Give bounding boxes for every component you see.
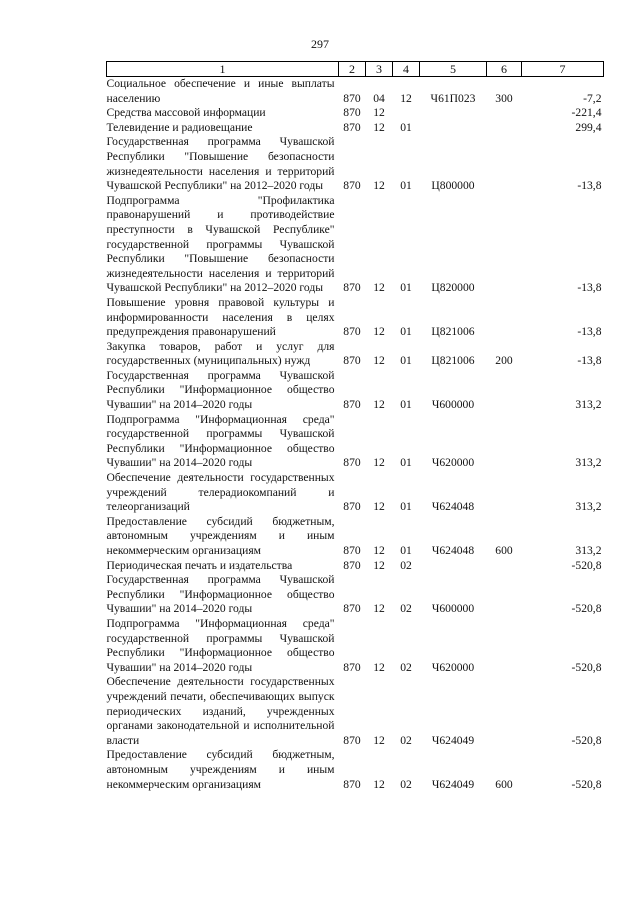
subsection-code-cell: 01: [400, 281, 412, 295]
row-name-cell: Государственная программа Чувашской Республики "Повышение безопасности жизнедеятельности населения и территорий Чувашской Республики" на 2012–2020 годы: [106, 135, 335, 193]
amount-cell: -221,4: [571, 106, 602, 120]
table-row: [107, 515, 604, 559]
target-article-cell: Ч624049: [431, 733, 475, 747]
ministry-code-cell: 870: [343, 733, 361, 747]
table-row: [107, 413, 604, 471]
ministry-code-cell: 870: [343, 325, 361, 339]
section-code-cell: 12: [373, 106, 385, 120]
ministry-code-cell: 870: [343, 500, 361, 514]
section-code-cell: 12: [373, 179, 385, 193]
row-name-cell: Обеспечение деятельности государственных учреждений телерадиокомпаний и телеорганизаций: [106, 471, 335, 514]
table-row: [107, 617, 604, 675]
amount-cell: 313,2: [575, 398, 602, 412]
column-header-5: 5: [420, 62, 487, 77]
section-code-cell: 12: [373, 660, 385, 674]
table-row: [107, 106, 604, 121]
section-code-cell: 12: [373, 398, 385, 412]
expense-type-cell: [487, 106, 522, 121]
ministry-code-cell: 870: [343, 558, 361, 572]
table-row: [107, 573, 604, 617]
target-article-cell: Ч620000: [431, 660, 475, 674]
amount-cell: 313,2: [575, 456, 602, 470]
ministry-code-cell: 870: [343, 179, 361, 193]
ministry-code-cell: 870: [343, 777, 361, 791]
target-article-cell: Ц820000: [431, 281, 475, 295]
column-header-3: 3: [366, 62, 393, 77]
ministry-code-cell: 870: [343, 456, 361, 470]
table-row: [107, 675, 604, 748]
target-article-cell: Ч600000: [431, 398, 475, 412]
amount-cell: -520,8: [571, 558, 602, 572]
section-code-cell: 12: [373, 354, 385, 368]
column-header-1: 1: [107, 62, 339, 77]
section-code-cell: 12: [373, 281, 385, 295]
section-code-cell: 12: [373, 544, 385, 557]
expense-type-cell: [487, 135, 522, 193]
amount-cell: -13,8: [577, 179, 602, 193]
amount-cell: -7,2: [583, 91, 602, 105]
target-article-cell: [420, 121, 487, 136]
section-code-cell: 12: [373, 558, 385, 572]
ministry-code-cell: 870: [343, 544, 361, 557]
table-row: [107, 369, 604, 413]
expense-type-cell: [487, 194, 522, 296]
subsection-code-cell: 02: [400, 558, 412, 572]
subsection-code-cell: 01: [400, 500, 412, 514]
ministry-code-cell: 870: [343, 354, 361, 368]
row-name-cell: Государственная программа Чувашской Республики "Информационное общество Чувашии" на 2014–2020 годы: [106, 573, 335, 616]
ministry-code-cell: 870: [343, 281, 361, 295]
amount-cell: -520,8: [571, 602, 602, 616]
amount-cell: -520,8: [571, 777, 602, 791]
subsection-code-cell: 02: [400, 733, 412, 747]
amount-cell: 299,4: [575, 120, 602, 134]
expense-type-cell: [487, 617, 522, 675]
target-article-cell: [420, 106, 487, 121]
section-code-cell: 12: [373, 602, 385, 616]
amount-cell: 313,2: [575, 544, 602, 557]
table-row: [107, 559, 604, 574]
expense-type-cell: 300: [495, 91, 513, 105]
expense-type-cell: [487, 471, 522, 515]
row-name-cell: Повышение уровня правовой культуры и информированности населения в целях предупреждения правонарушений: [106, 295, 335, 339]
subsection-code-cell: 01: [400, 398, 412, 412]
section-code-cell: 12: [373, 120, 385, 134]
column-header-7: 7: [522, 62, 604, 77]
page-number: 297: [311, 37, 329, 51]
ministry-code-cell: 870: [343, 106, 361, 120]
ministry-code-cell: 870: [343, 398, 361, 412]
table-header: [107, 62, 604, 77]
expense-type-cell: [487, 369, 522, 413]
amount-cell: -520,8: [571, 660, 602, 674]
amount-cell: -13,8: [577, 281, 602, 295]
table-row: [107, 121, 604, 136]
row-name-cell: Закупка товаров, работ и услуг для государственных (муниципальных) нужд: [106, 339, 335, 368]
row-name-cell: Социальное обеспечение и иные выплаты населению: [106, 77, 335, 105]
row-name-cell: Подпрограмма "Профилактика правонарушений и противодействие преступности в Чувашской Республике" государственной программы Чувашской Республики "Повышение безопасности жизнедеятельности населения и территорий Чувашской Республики" на 2012–2020 годы: [106, 193, 335, 295]
table-row: [107, 296, 604, 340]
header-row: [107, 62, 604, 77]
ministry-code-cell: 870: [343, 120, 361, 134]
table-row: [107, 471, 604, 515]
row-name-cell: Средства массовой информации: [106, 106, 266, 120]
amount-cell: -13,8: [577, 325, 602, 339]
subsection-code-cell: 01: [400, 120, 412, 134]
target-article-cell: Ч61П023: [430, 91, 476, 105]
column-header-6: 6: [487, 62, 522, 77]
budget-table: [106, 61, 604, 792]
table-row: [107, 748, 604, 792]
table-body: [107, 77, 604, 793]
section-code-cell: 12: [373, 777, 385, 791]
target-article-cell: Ч620000: [431, 456, 475, 470]
expense-type-cell: [487, 675, 522, 748]
row-name-cell: Предоставление субсидий бюджетным, автономным учреждениям и иным некоммерческим организациям: [106, 748, 335, 791]
target-article-cell: Ц800000: [431, 179, 475, 193]
row-name-cell: Подпрограмма "Информационная среда" государственной программы Чувашской Республики "Информационное общество Чувашии" на 2014–2020 годы: [106, 412, 335, 470]
row-name-cell: Подпрограмма "Информационная среда" государственной программы Чувашской Республики "Информационное общество Чувашии" на 2014–2020 годы: [106, 616, 335, 674]
column-header-2: 2: [339, 62, 366, 77]
subsection-code-cell: 01: [400, 325, 412, 339]
subsection-code-cell: 01: [400, 456, 412, 470]
target-article-cell: Ч624048: [431, 500, 475, 514]
section-code-cell: 12: [373, 733, 385, 747]
row-name-cell: Предоставление субсидий бюджетным, автономным учреждениям и иным некоммерческим организациям: [106, 514, 335, 557]
ministry-code-cell: 870: [343, 660, 361, 674]
target-article-cell: Ч624049: [431, 777, 475, 791]
target-article-cell: Ч600000: [431, 602, 475, 616]
column-header-4: 4: [393, 62, 420, 77]
subsection-code-cell: 12: [400, 91, 412, 105]
expense-type-cell: [487, 573, 522, 617]
table-row: [107, 77, 604, 107]
subsection-code-cell: 02: [400, 660, 412, 674]
subsection-code-cell: 02: [400, 602, 412, 616]
section-code-cell: 04: [373, 91, 385, 105]
target-article-cell: Ц821006: [431, 325, 475, 339]
expense-type-cell: [487, 296, 522, 340]
table-row: [107, 135, 604, 193]
subsection-code-cell: 01: [400, 354, 412, 368]
row-name-cell: Государственная программа Чувашской Республики "Информационное общество Чувашии" на 2014–2020 годы: [106, 368, 335, 412]
expense-type-cell: [487, 121, 522, 136]
target-article-cell: Ц821006: [431, 354, 475, 368]
subsection-code-cell: [393, 106, 420, 121]
amount-cell: -520,8: [571, 733, 602, 747]
subsection-code-cell: 02: [400, 777, 412, 791]
amount-cell: 313,2: [575, 500, 602, 514]
amount-cell: -13,8: [577, 354, 602, 368]
table-row: [107, 340, 604, 369]
section-code-cell: 12: [373, 500, 385, 514]
target-article-cell: [420, 559, 487, 574]
subsection-code-cell: 01: [400, 179, 412, 193]
subsection-code-cell: 01: [400, 544, 412, 557]
table-row: [107, 194, 604, 296]
section-code-cell: 12: [373, 456, 385, 470]
section-code-cell: 12: [373, 325, 385, 339]
ministry-code-cell: 870: [343, 602, 361, 616]
expense-type-cell: 600: [495, 544, 513, 557]
ministry-code-cell: 870: [343, 91, 361, 105]
expense-type-cell: [487, 413, 522, 471]
row-name-cell: Периодическая печать и издательства: [106, 558, 293, 572]
expense-type-cell: [487, 559, 522, 574]
row-name-cell: Обеспечение деятельности государственных учреждений печати, обеспечивающих выпуск периодических изданий, учрежденных органами законодательной и исполнительной власти: [106, 675, 335, 747]
row-name-cell: Телевидение и радиовещание: [106, 120, 253, 134]
expense-type-cell: 600: [495, 777, 513, 791]
expense-type-cell: 200: [495, 354, 513, 368]
target-article-cell: Ч624048: [431, 544, 475, 557]
